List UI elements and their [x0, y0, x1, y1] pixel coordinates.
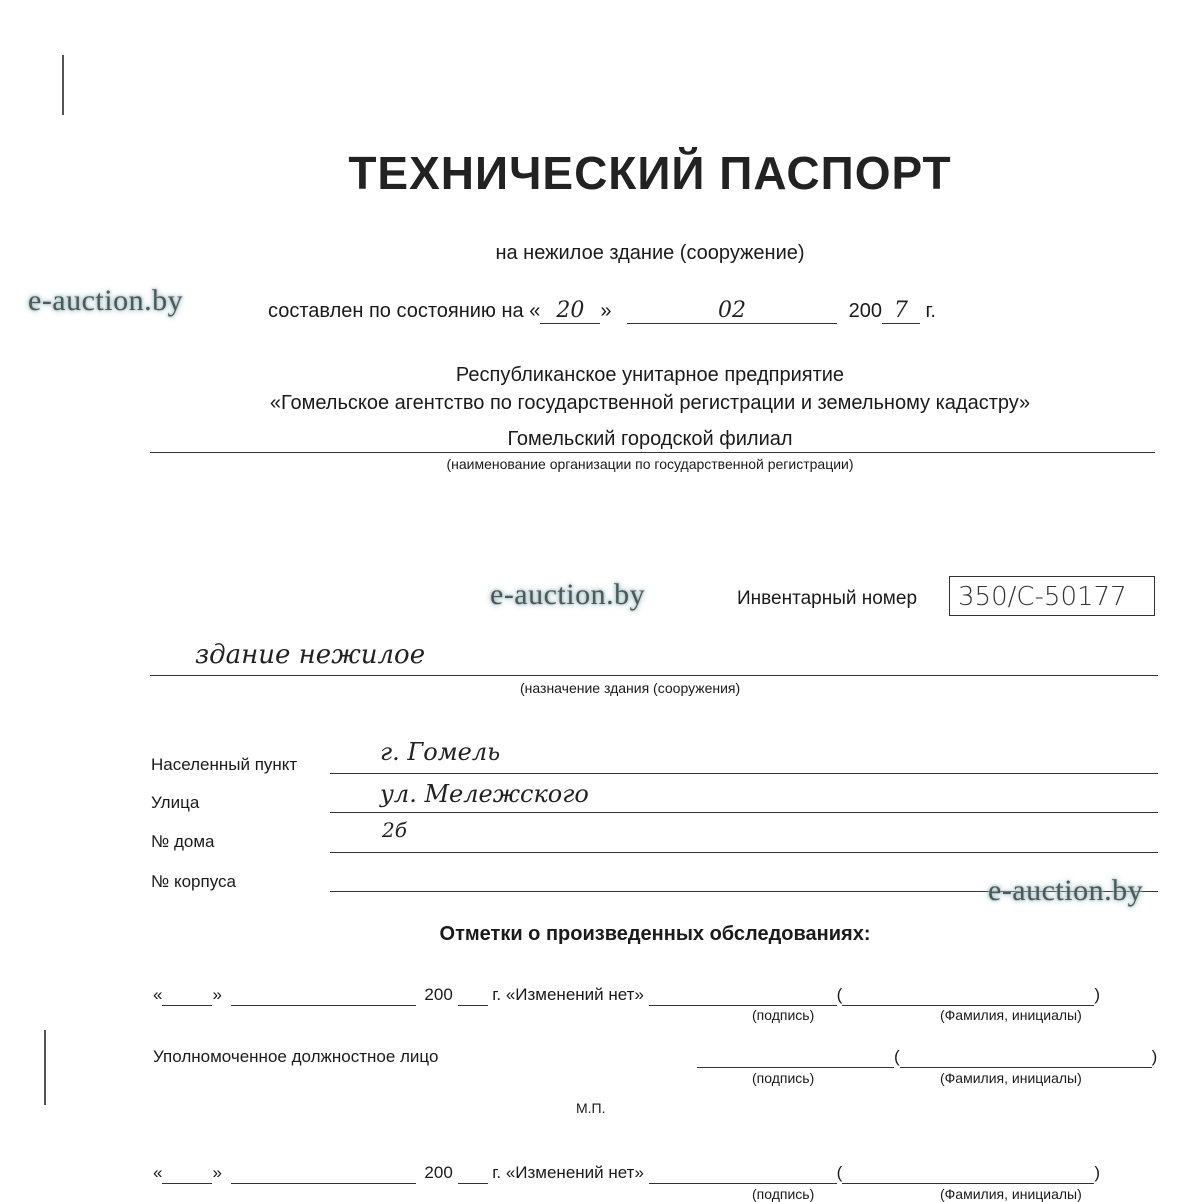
state-day-field: 20 — [540, 298, 600, 324]
survey-day-field — [162, 1163, 212, 1184]
survey-row: « » 200 г. «Изменений нет» ( ) — [153, 1163, 1100, 1182]
survey-day-field — [162, 985, 212, 1006]
address-label-street: Улица — [151, 793, 200, 812]
address-value-street: ул. Мележского — [380, 780, 589, 808]
official-name-field — [900, 1047, 1152, 1068]
state-month-field: 02 — [627, 298, 837, 324]
state-date-line — [268, 298, 936, 324]
survey-name-field — [842, 985, 1094, 1006]
official-signature-row: ( ) — [697, 1047, 1157, 1068]
state-date-quote: » — [600, 300, 612, 322]
survey-month-field — [231, 985, 416, 1006]
purpose-caption: (назначение здания (сооружения) — [520, 680, 741, 696]
org-underline — [150, 452, 1155, 453]
signature-caption: (подпись) — [752, 1070, 815, 1086]
page-title: ТЕХНИЧЕСКИЙ ПАСПОРТ — [348, 147, 952, 199]
address-value-house: 2б — [382, 818, 407, 842]
watermark: e-auction.by — [988, 874, 1144, 907]
official-signature-field — [697, 1047, 894, 1068]
stamp-label: М.П. — [576, 1100, 606, 1116]
survey-year-field — [458, 985, 488, 1006]
watermark: e-auction.by — [490, 578, 646, 611]
address-label-settlement: Населенный пункт — [151, 755, 298, 774]
org-line1: Республиканское унитарное предприятие — [455, 364, 845, 386]
state-date-suffix: г. — [925, 300, 936, 322]
address-label-house: № дома — [151, 832, 215, 851]
surveys-heading: Отметки о произведенных обследованиях: — [439, 923, 871, 945]
margin-mark — [44, 1030, 46, 1105]
state-year-field: 7 — [882, 298, 920, 324]
address-line-settlement — [330, 773, 1158, 774]
address-line-street — [330, 812, 1158, 813]
name-caption: (Фамилия, инициалы) — [940, 1186, 1082, 1202]
name-caption: (Фамилия, инициалы) — [940, 1007, 1082, 1023]
survey-row: « » 200 г. «Изменений нет» ( ) — [153, 985, 1100, 1004]
margin-mark — [62, 55, 64, 115]
survey-month-field — [231, 1163, 416, 1184]
state-date-prefix: составлен по состоянию на « — [268, 300, 541, 322]
survey-name-field — [842, 1163, 1094, 1184]
name-caption: (Фамилия, инициалы) — [940, 1070, 1082, 1086]
purpose-value: здание нежилое — [195, 640, 426, 670]
inventory-label: Инвентарный номер — [737, 588, 918, 609]
org-caption: (наименование организации по государственной регистрации) — [446, 456, 854, 472]
address-line-house — [330, 852, 1158, 853]
purpose-underline — [150, 675, 1158, 676]
signature-caption: (подпись) — [752, 1186, 815, 1202]
official-label: Уполномоченное должностное лицо — [153, 1047, 439, 1066]
subtitle: на нежилое здание (сооружение) — [495, 242, 805, 264]
org-branch: Гомельский городской филиал — [507, 428, 793, 450]
state-year-prefix: 200 — [848, 300, 882, 322]
org-line2: «Гомельское агентство по государственной регистрации и земельному кадастру» — [269, 392, 1031, 414]
survey-signature-field — [649, 1163, 837, 1184]
survey-year-field — [458, 1163, 488, 1184]
signature-caption: (подпись) — [752, 1007, 815, 1023]
address-label-building: № корпуса — [151, 872, 236, 891]
watermark: e-auction.by — [28, 284, 184, 317]
address-value-settlement: г. Гомель — [380, 738, 501, 766]
survey-signature-field — [649, 985, 837, 1006]
inventory-number-box: 350/С-50177 — [949, 576, 1155, 616]
